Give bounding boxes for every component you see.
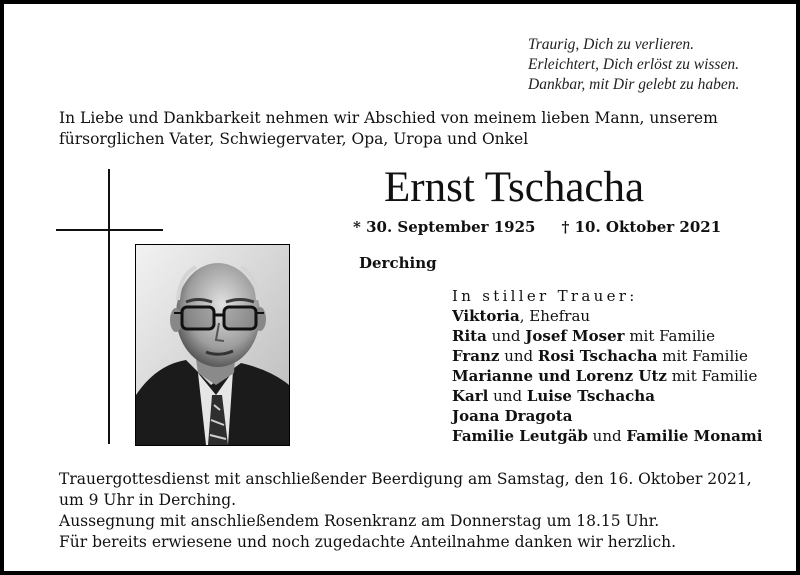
- intro-text: [59, 108, 779, 150]
- mourner-row: [452, 346, 762, 366]
- mourner-row: [452, 386, 762, 406]
- mourner-row: [452, 326, 762, 346]
- service-line: Für bereits erwiesene und noch zugedachte Anteilnahme danken wir herzlich.: [59, 533, 677, 551]
- cross-vertical-bar: [108, 169, 110, 444]
- mourner-text: mit Familie: [666, 367, 758, 385]
- cross-horizontal-bar: [56, 229, 163, 231]
- mourner-name: Franz: [452, 347, 500, 365]
- life-dates: [353, 217, 721, 237]
- portrait-photo: [135, 244, 290, 446]
- mourner-text: , Ehefrau: [519, 307, 591, 325]
- intro-line: In Liebe und Dankbarkeit nehmen wir Abschied von meinem lieben Mann, unserem: [59, 109, 718, 127]
- mourner-text: und: [488, 387, 527, 405]
- mourner-text: und: [587, 427, 627, 445]
- mourner-name: Familie Leutgäb: [452, 427, 588, 445]
- intro-line: fürsorglichen Vater, Schwiegervater, Opa, Uropa und Onkel: [59, 130, 529, 148]
- deceased-name: Ernst Tschacha: [384, 164, 645, 211]
- mourner-row: [452, 366, 762, 386]
- mourners-block: [452, 286, 762, 446]
- service-line: Trauergottesdienst mit anschließender Beerdigung am Samstag, den 16. Oktober 2021,: [59, 470, 752, 488]
- service-info: [59, 469, 784, 553]
- poem-line: Erleichtert, Dich erlöst zu wissen.: [528, 56, 739, 73]
- poem-line: Traurig, Dich zu verlieren.: [528, 36, 695, 53]
- mourner-name: Joana Dragota: [452, 407, 573, 425]
- birth-date: * 30. September 1925: [353, 218, 536, 236]
- mourners-heading: In stiller Trauer:: [452, 287, 638, 305]
- poem-line: Dankbar, mit Dir gelebt zu haben.: [528, 76, 740, 93]
- mourner-text: mit Familie: [657, 347, 748, 365]
- mourner-text: und: [499, 347, 538, 365]
- mourners-list: [452, 306, 762, 446]
- mourner-row: [452, 306, 762, 326]
- poem: [528, 35, 739, 95]
- residence-place: Derching: [359, 254, 437, 272]
- portrait-image: [136, 245, 289, 445]
- mourner-name: Josef Moser: [525, 327, 625, 345]
- mourner-name: Luise Tschacha: [526, 387, 655, 405]
- service-line: Aussegnung mit anschließendem Rosenkranz am Donnerstag um 18.15 Uhr.: [59, 512, 660, 530]
- mourner-row: [452, 406, 762, 426]
- mourner-row: [452, 426, 762, 446]
- mourner-name: Rosi Tschacha: [537, 347, 658, 365]
- mourner-name: Karl: [452, 387, 489, 405]
- mourner-name: Viktoria: [452, 307, 520, 325]
- death-date: † 10. Oktober 2021: [561, 218, 722, 236]
- mourner-name: Rita: [452, 327, 487, 345]
- mourner-text: und: [486, 327, 526, 345]
- mourner-name: Marianne und Lorenz Utz: [452, 367, 667, 385]
- mourner-text: mit Familie: [624, 327, 715, 345]
- mourner-name: Familie Monami: [626, 427, 763, 445]
- service-line: um 9 Uhr in Derching.: [59, 491, 237, 509]
